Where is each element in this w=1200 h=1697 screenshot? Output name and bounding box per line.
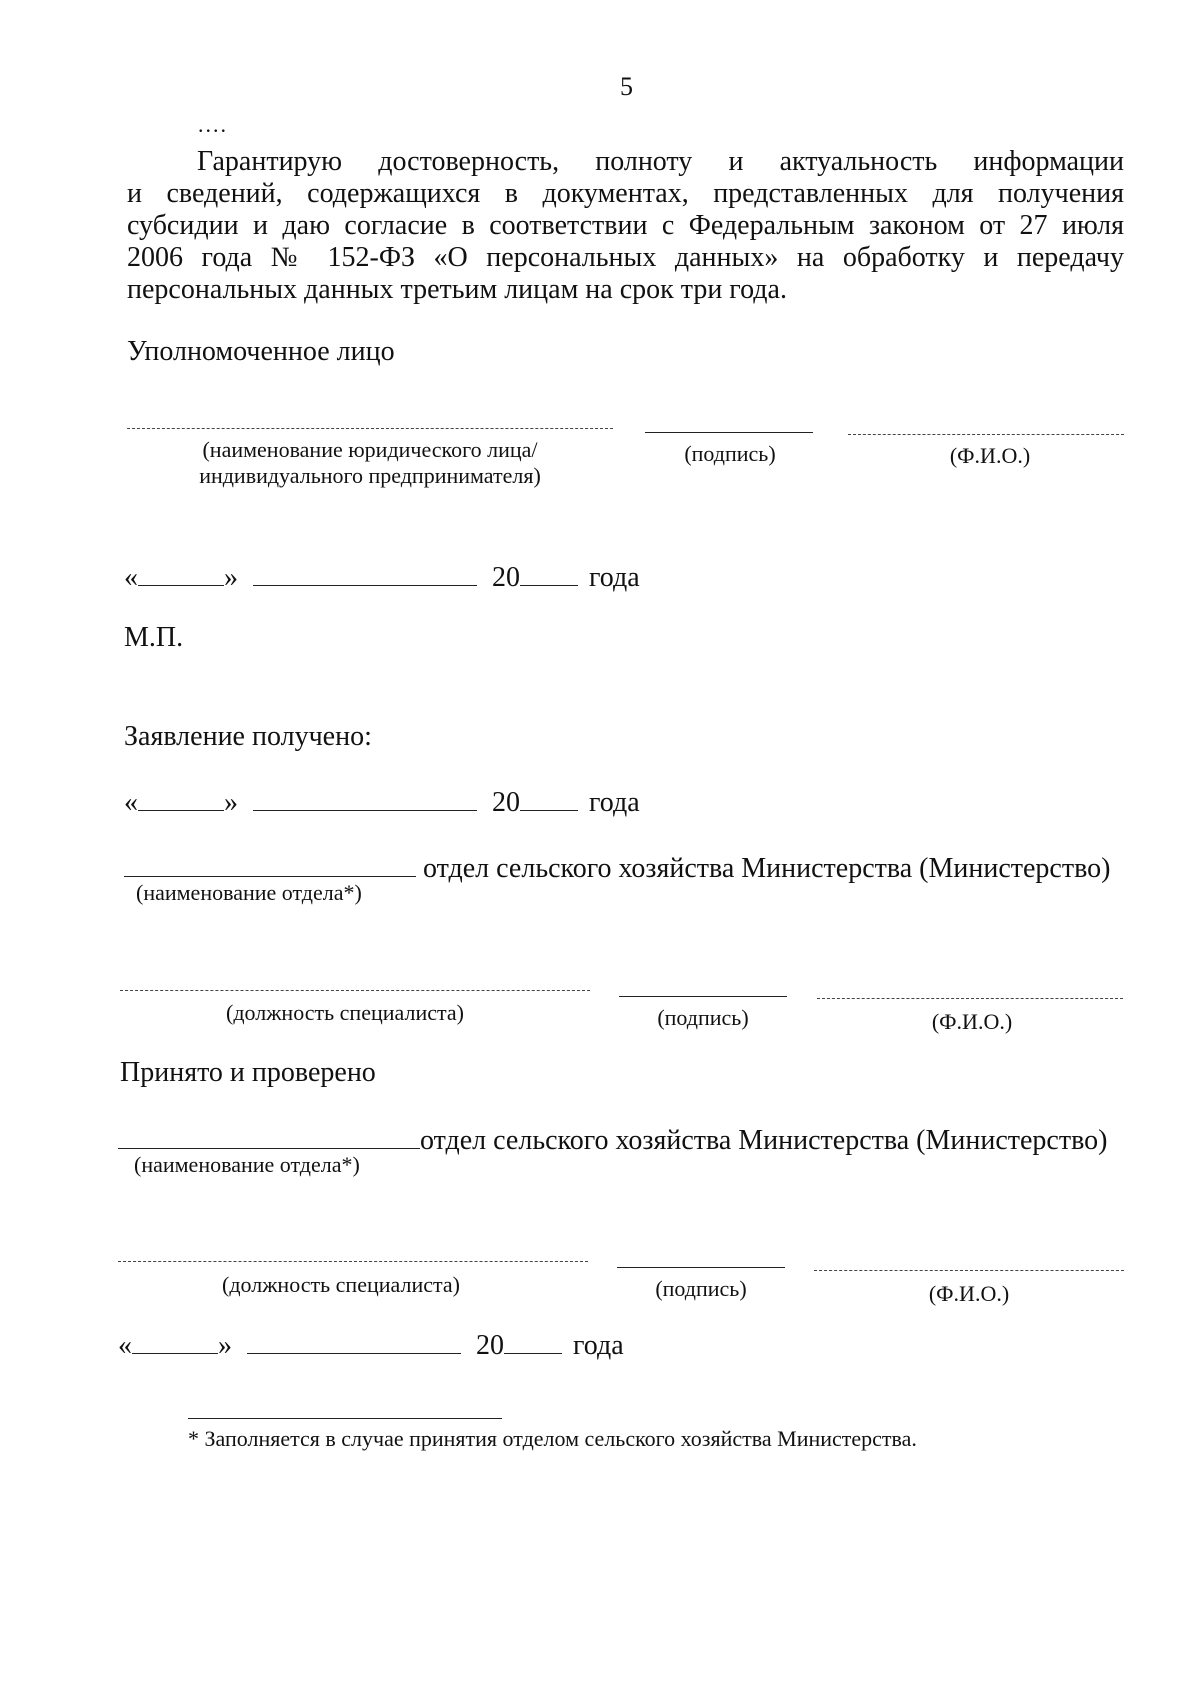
- department-text: отдел сельского хозяйства Министерства (Министерство): [423, 853, 1111, 884]
- day-blank[interactable]: [132, 1331, 218, 1354]
- consent-paragraph: [127, 146, 1124, 306]
- fio-line[interactable]: [817, 998, 1123, 999]
- signature-line[interactable]: [617, 1267, 785, 1268]
- year-word: года: [589, 787, 640, 818]
- authorized-person-heading: Уполномоченное лицо: [127, 336, 395, 367]
- org-caption-line: индивидуального предпринимателя): [199, 463, 541, 488]
- department-text: отдел сельского хозяйства Министерства (Министерство): [420, 1125, 1108, 1156]
- signature-caption: (подпись): [655, 1276, 747, 1301]
- close-quote: »: [224, 787, 238, 818]
- close-quote: »: [224, 562, 238, 593]
- department-name-blank[interactable]: [124, 854, 416, 877]
- department-caption: (наименование отдела*): [134, 1152, 360, 1177]
- footnote-text: * Заполняется в случае принятия отделом сельского хозяйства Министерства.: [188, 1426, 917, 1451]
- open-quote: «: [124, 787, 138, 818]
- paragraph-line: 2006 года № 152-ФЗ «О персональных данных» на обработку и передачу: [127, 242, 1124, 273]
- paragraph-line: и сведений, содержащихся в документах, представленных для получения: [127, 178, 1124, 209]
- signature-line[interactable]: [645, 432, 813, 433]
- year-word: года: [573, 1330, 624, 1361]
- signature-line[interactable]: [619, 996, 787, 997]
- ellipsis-mark: ....: [198, 112, 228, 137]
- accepted-date-row: [118, 1330, 624, 1362]
- year-prefix: 20: [492, 787, 520, 818]
- position-caption: (должность специалиста): [226, 1000, 464, 1025]
- position-line[interactable]: [118, 1261, 588, 1262]
- close-quote: »: [218, 1330, 232, 1361]
- year-prefix: 20: [476, 1330, 504, 1361]
- open-quote: «: [124, 562, 138, 593]
- org-name-caption: [150, 437, 590, 489]
- year-blank[interactable]: [504, 1331, 562, 1354]
- open-quote: «: [118, 1330, 132, 1361]
- accepted-heading: Принято и проверено: [120, 1057, 376, 1088]
- fio-line[interactable]: [814, 1270, 1124, 1271]
- year-blank[interactable]: [520, 563, 578, 586]
- department-name-blank[interactable]: [118, 1126, 420, 1149]
- fio-caption: (Ф.И.О.): [928, 1281, 1010, 1306]
- day-blank[interactable]: [138, 788, 224, 811]
- signature-caption: (подпись): [684, 441, 776, 466]
- page-number: 5: [620, 72, 633, 101]
- position-caption: (должность специалиста): [222, 1272, 460, 1297]
- date-row: [124, 562, 640, 594]
- year-blank[interactable]: [520, 788, 578, 811]
- fio-caption: (Ф.И.О.): [949, 443, 1031, 468]
- position-line[interactable]: [120, 990, 590, 991]
- org-caption-line: (наименование юридического лица/: [202, 437, 538, 462]
- year-word: года: [589, 562, 640, 593]
- department-caption: (наименование отдела*): [136, 880, 362, 905]
- signature-caption: (подпись): [657, 1005, 749, 1030]
- stamp-place: М.П.: [124, 622, 184, 653]
- month-blank[interactable]: [247, 1331, 461, 1354]
- fio-caption: (Ф.И.О.): [931, 1009, 1013, 1034]
- paragraph-line: персональных данных третьим лицам на срок три года.: [127, 274, 787, 305]
- year-prefix: 20: [492, 562, 520, 593]
- org-name-line[interactable]: [127, 428, 613, 429]
- footnote-separator: [188, 1418, 502, 1419]
- received-date-row: [124, 787, 640, 819]
- received-heading: Заявление получено:: [124, 721, 372, 752]
- fio-line[interactable]: [848, 434, 1124, 435]
- paragraph-line: субсидии и даю согласие в соответствии с Федеральным законом от 27 июля: [127, 210, 1124, 241]
- day-blank[interactable]: [138, 563, 224, 586]
- paragraph-line: Гарантирую достоверность, полноту и актуальность информации: [197, 146, 1124, 177]
- month-blank[interactable]: [253, 563, 477, 586]
- month-blank[interactable]: [253, 788, 477, 811]
